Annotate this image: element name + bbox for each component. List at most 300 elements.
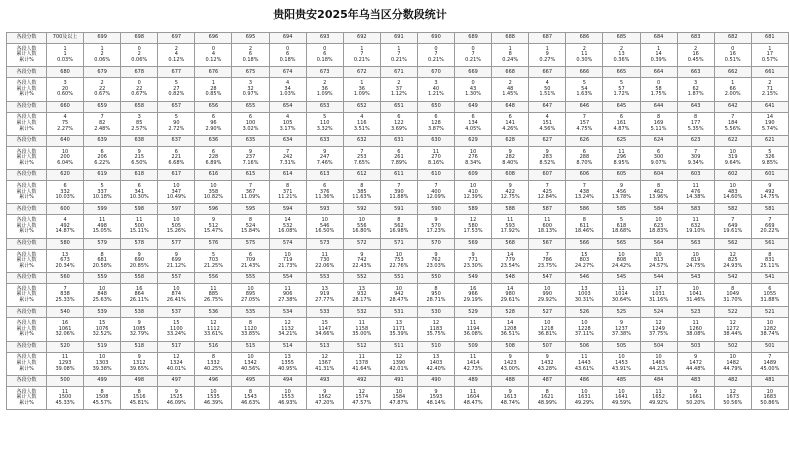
score-header-row — [7, 135, 789, 146]
percent-value: 0.12% — [168, 56, 185, 63]
stats-cell — [380, 386, 417, 409]
score-cell: 510 — [417, 341, 454, 352]
score-cell: 696 — [195, 33, 232, 44]
score-cell: 489 — [455, 375, 492, 386]
percent-value: 1.87% — [687, 91, 704, 98]
cumulative-value: 874 — [171, 291, 182, 298]
score-cell: 619 — [84, 170, 121, 181]
stats-cell — [158, 352, 195, 375]
percent-value: 13.96% — [649, 194, 669, 201]
stats-cell — [492, 181, 529, 204]
stats-cell — [232, 284, 269, 307]
count-value: 13 — [321, 285, 328, 292]
percent-value: 43.28% — [537, 365, 557, 372]
percent-value: 36.81% — [537, 331, 557, 338]
score-cell: 564 — [640, 238, 677, 249]
count-value: 0 — [137, 45, 141, 52]
stats-cell — [751, 112, 788, 135]
cumulative-value: 762 — [431, 257, 441, 264]
cumulative-value: 1194 — [466, 325, 480, 332]
percent-value: 48.99% — [537, 399, 557, 406]
score-row-label: 各段分数 — [7, 101, 47, 112]
cumulative-value: 1472 — [689, 360, 702, 367]
cumulative-value: 1293 — [58, 360, 72, 367]
score-cell: 692 — [343, 33, 380, 44]
count-value: 4 — [360, 114, 364, 121]
score-cell: 533 — [306, 307, 343, 318]
cumulative-value: 6 — [248, 51, 253, 58]
stats-cell — [158, 386, 195, 409]
count-value: 0 — [731, 45, 735, 52]
stats-cell — [529, 181, 566, 204]
percent-value: 8.95% — [613, 159, 630, 166]
percent-value: 0.21% — [353, 56, 370, 63]
percent-value: 15.26% — [166, 228, 186, 235]
count-value: 8 — [211, 354, 216, 361]
count-value: 5 — [100, 182, 104, 189]
percent-value: 26.75% — [203, 297, 223, 304]
count-value: 13 — [358, 285, 365, 292]
cumulative-value: 358 — [208, 188, 219, 195]
score-cell: 571 — [380, 238, 417, 249]
cumulative-value: 11 — [581, 51, 588, 58]
score-cell: 644 — [640, 101, 677, 112]
stats-cell — [417, 352, 454, 375]
count-value: 11 — [358, 354, 365, 361]
stats-cell — [640, 181, 677, 204]
percent-value: 44.21% — [649, 365, 669, 372]
pct-label: 累计% — [19, 399, 34, 406]
count-value: 6 — [434, 114, 438, 121]
stats-cell — [195, 386, 232, 409]
count-value: 8 — [248, 217, 253, 224]
stats-row-labels — [7, 215, 47, 238]
cumulative-value: 116 — [357, 119, 367, 126]
count-label: 各段人数 — [16, 80, 37, 87]
score-cell: 493 — [306, 375, 343, 386]
stats-cell — [343, 112, 380, 135]
percent-value: 0.24% — [502, 56, 519, 63]
stats-cell — [84, 386, 121, 409]
stats-cell — [84, 78, 121, 101]
percent-value: 45.81% — [129, 399, 149, 406]
cumulative-value: 422 — [505, 188, 515, 195]
stats-row-labels — [7, 249, 47, 272]
stats-cell — [380, 249, 417, 272]
stats-cell — [603, 318, 640, 341]
score-distribution-table-wrapper — [6, 32, 789, 410]
score-cell: 551 — [380, 273, 417, 284]
percent-value: 36.51% — [500, 331, 520, 338]
count-value: 3 — [137, 114, 141, 121]
percent-value: 37.38% — [611, 331, 631, 338]
stats-row — [7, 78, 789, 101]
score-cell: 600 — [47, 204, 84, 215]
score-cell: 504 — [640, 341, 677, 352]
percent-value: 3.51% — [353, 125, 370, 132]
score-cell: 563 — [677, 238, 714, 249]
score-cell: 485 — [603, 375, 640, 386]
score-cell: 614 — [269, 170, 306, 181]
stats-cell — [677, 181, 714, 204]
percent-value: 24.27% — [574, 262, 594, 269]
stats-cell — [47, 386, 84, 409]
count-value: 2 — [582, 45, 586, 52]
percent-value: 2.72% — [168, 125, 185, 132]
cum-label: 累计人数 — [16, 119, 37, 126]
stats-cell — [492, 352, 529, 375]
cumulative-value: 253 — [357, 154, 367, 161]
percent-value: 1.72% — [613, 91, 630, 98]
percent-value: 11.88% — [389, 194, 409, 201]
stats-cell — [677, 249, 714, 272]
count-value: 9 — [137, 354, 141, 361]
cumulative-value: 177 — [690, 119, 701, 126]
cumulative-value: 771 — [468, 257, 478, 264]
score-cell: 557 — [158, 273, 195, 284]
score-cell: 640 — [47, 135, 84, 146]
cumulative-value: 6 — [323, 51, 327, 58]
count-value: 12 — [210, 320, 217, 327]
count-value: 6 — [656, 148, 661, 155]
score-cell: 515 — [232, 341, 269, 352]
stats-cell — [343, 352, 380, 375]
count-value: 2 — [174, 45, 178, 52]
cumulative-value: 54 — [581, 85, 588, 92]
count-value: 6 — [768, 285, 772, 292]
cumulative-value: 34 — [284, 85, 291, 92]
stats-cell — [603, 215, 640, 238]
percent-value: 28.17% — [352, 297, 372, 304]
cumulative-value: 1003 — [577, 291, 591, 298]
score-cell: 521 — [751, 307, 788, 318]
score-row-label: 各段分数 — [7, 375, 47, 386]
score-cell: 549 — [455, 273, 492, 284]
count-value: 3 — [694, 80, 698, 87]
score-cell: 667 — [529, 67, 566, 78]
percent-value: 24.42% — [611, 262, 631, 269]
count-value: 0 — [656, 80, 661, 87]
score-cell: 648 — [492, 101, 529, 112]
count-value: 10 — [284, 251, 291, 258]
score-cell: 495 — [232, 375, 269, 386]
stats-cell — [195, 284, 232, 307]
count-value: 1 — [100, 45, 104, 52]
percent-value: 47.87% — [389, 399, 409, 406]
cumulative-value: 709 — [245, 257, 256, 264]
stats-row-labels — [7, 352, 47, 375]
cumulative-value: 1403 — [429, 360, 443, 367]
stats-cell — [343, 318, 380, 341]
score-row-label: 各段分数 — [7, 341, 47, 352]
count-value: 15 — [321, 320, 328, 327]
stats-cell — [195, 112, 232, 135]
count-value: 8 — [434, 285, 438, 292]
cumulative-value: 283 — [542, 154, 553, 161]
cumulative-value: 456 — [616, 188, 627, 195]
score-cell: 544 — [640, 273, 677, 284]
count-value: 10 — [618, 354, 625, 361]
cumulative-value: 1208 — [503, 325, 517, 332]
count-value: 6 — [137, 182, 141, 189]
stats-cell — [380, 215, 417, 238]
count-value: 9 — [211, 217, 216, 224]
percent-value: 49.59% — [611, 399, 631, 406]
percent-value: 0.27% — [539, 56, 556, 63]
stats-cell — [343, 78, 380, 101]
count-value: 10 — [581, 388, 588, 395]
count-value: 12 — [321, 354, 328, 361]
stats-cell — [677, 146, 714, 169]
stats-cell — [677, 284, 714, 307]
pct-label: 累计% — [19, 194, 34, 201]
cumulative-value: 58 — [655, 85, 662, 92]
cumulative-value: 864 — [134, 291, 144, 298]
score-cell: 556 — [195, 273, 232, 284]
stats-cell — [195, 146, 232, 169]
percent-value: 17.23% — [426, 228, 446, 235]
count-label: 各段人数 — [16, 285, 37, 292]
stats-cell — [677, 352, 714, 375]
cumulative-value: 1100 — [169, 325, 183, 332]
stats-cell — [566, 318, 603, 341]
score-cell: 547 — [529, 273, 566, 284]
stats-cell — [380, 318, 417, 341]
score-cell: 545 — [603, 273, 640, 284]
score-cell: 524 — [640, 307, 677, 318]
stats-cell — [751, 215, 788, 238]
stats-cell — [455, 386, 492, 409]
stats-cell — [529, 112, 566, 135]
cumulative-value: 813 — [653, 257, 664, 264]
percent-value: 11.36% — [315, 194, 335, 201]
stats-cell — [417, 249, 454, 272]
count-value: 2 — [100, 80, 104, 87]
stats-cell — [603, 78, 640, 101]
count-value: 8 — [731, 285, 735, 292]
percent-value: 2.00% — [724, 91, 741, 98]
percent-value: 33.24% — [166, 331, 186, 338]
stats-cell — [343, 44, 380, 67]
stats-cell — [380, 284, 417, 307]
percent-value: 42.01% — [389, 365, 409, 372]
stats-cell — [232, 318, 269, 341]
cumulative-value: 141 — [505, 119, 515, 126]
percent-value: 20.85% — [129, 262, 149, 269]
percent-value: 28.47% — [389, 297, 409, 304]
count-label: 各段人数 — [16, 148, 37, 155]
score-header-row — [7, 101, 789, 112]
percent-value: 1.75% — [650, 91, 667, 98]
cumulative-value: 1342 — [244, 360, 257, 367]
score-cell: 578 — [121, 238, 158, 249]
cumulative-value: 532 — [282, 222, 293, 229]
score-cell: 649 — [455, 101, 492, 112]
pct-label: 累计% — [19, 331, 34, 338]
score-cell: 632 — [343, 135, 380, 146]
count-value: 10 — [655, 354, 662, 361]
cumulative-value: 1272 — [726, 325, 740, 332]
cumulative-value: 500 — [134, 222, 144, 229]
score-cell: 509 — [455, 341, 492, 352]
cumulative-value: 32 — [247, 85, 254, 92]
stats-cell — [714, 181, 751, 204]
stats-cell — [529, 44, 566, 67]
percent-value: 35.75% — [426, 331, 446, 338]
count-value: 9 — [137, 148, 141, 155]
percent-value: 21.73% — [278, 262, 298, 269]
score-cell: 698 — [121, 33, 158, 44]
cum-label: 累计人数 — [16, 325, 37, 332]
cumulative-value: 556 — [357, 222, 367, 229]
score-cell: 519 — [84, 341, 121, 352]
count-value: 11 — [618, 285, 625, 292]
score-cell: 507 — [529, 341, 566, 352]
score-cell: 646 — [566, 101, 603, 112]
score-cell: 673 — [306, 67, 343, 78]
score-cell: 535 — [232, 307, 269, 318]
cumulative-value: 242 — [282, 154, 293, 161]
score-cell: 609 — [455, 170, 492, 181]
stats-cell — [195, 215, 232, 238]
stats-cell — [455, 352, 492, 375]
stats-cell — [677, 318, 714, 341]
count-value: 10 — [321, 217, 328, 224]
score-cell: 528 — [492, 307, 529, 318]
score-cell: 487 — [529, 375, 566, 386]
score-cell: 680 — [47, 67, 84, 78]
count-label: 各段人数 — [16, 320, 37, 327]
score-cell: 508 — [492, 341, 529, 352]
pct-label: 累计% — [19, 262, 34, 269]
score-cell: 517 — [158, 341, 195, 352]
stats-cell — [121, 146, 158, 169]
count-value: 7 — [286, 148, 290, 155]
score-cell: 686 — [566, 33, 603, 44]
cumulative-value: 1041 — [689, 291, 702, 298]
stats-cell — [158, 215, 195, 238]
percent-value: 1.51% — [539, 91, 556, 98]
percent-value: 4.26% — [502, 125, 519, 132]
count-value: 16 — [61, 320, 69, 327]
count-value: 10 — [284, 388, 291, 395]
stats-cell — [751, 352, 788, 375]
cumulative-value: 1574 — [355, 394, 369, 401]
score-cell: 541 — [751, 273, 788, 284]
cum-label: 累计人数 — [16, 257, 37, 264]
stats-cell — [566, 44, 603, 67]
cumulative-value: 719 — [282, 257, 293, 264]
cumulative-value: 261 — [394, 154, 404, 161]
score-cell: 580 — [47, 238, 84, 249]
count-value: 1 — [63, 45, 67, 52]
count-value: 12 — [729, 251, 736, 258]
cumulative-value: 43 — [469, 85, 477, 92]
percent-value: 37.11% — [574, 331, 594, 338]
stats-cell — [640, 318, 677, 341]
stats-cell — [603, 386, 640, 409]
stats-row-labels — [7, 146, 47, 169]
cumulative-value: 632 — [690, 222, 701, 229]
cumulative-value: 1621 — [540, 394, 554, 401]
count-value: 11 — [98, 217, 106, 224]
percent-value: 10.18% — [92, 194, 112, 201]
score-cell: 636 — [195, 135, 232, 146]
percent-value: 1.30% — [465, 91, 482, 98]
percent-value: 10.49% — [166, 194, 186, 201]
score-cell: 642 — [714, 101, 751, 112]
stats-cell — [269, 146, 306, 169]
percent-value: 22.06% — [315, 262, 335, 269]
count-value: 9 — [434, 251, 438, 258]
count-value: 7 — [768, 354, 772, 361]
score-cell: 577 — [158, 238, 195, 249]
count-value: 7 — [582, 114, 586, 121]
stats-cell — [640, 352, 677, 375]
percent-value: 22.76% — [389, 262, 409, 269]
stats-cell — [306, 386, 343, 409]
percent-value: 26.11% — [129, 297, 149, 304]
count-value: 1 — [360, 80, 364, 87]
score-cell: 683 — [677, 33, 714, 44]
cumulative-value: 906 — [282, 291, 293, 298]
cumulative-value: 1303 — [95, 360, 109, 367]
cumulative-value: 966 — [468, 291, 478, 298]
count-value: 11 — [581, 354, 588, 361]
count-value: 0 — [286, 45, 290, 52]
score-cell: 555 — [232, 273, 269, 284]
percent-value: 23.30% — [463, 262, 483, 269]
cumulative-value: 1661 — [689, 394, 702, 401]
cumulative-value: 371 — [282, 188, 293, 195]
stats-cell — [529, 318, 566, 341]
stats-cell — [677, 215, 714, 238]
stats-cell — [232, 352, 269, 375]
score-cell: 695 — [232, 33, 269, 44]
stats-cell — [455, 146, 492, 169]
count-value: 6 — [582, 148, 586, 155]
count-value: 4 — [63, 114, 67, 121]
percent-value: 0.39% — [650, 56, 667, 63]
count-label: 各段人数 — [16, 217, 37, 224]
percent-value: 3.87% — [428, 125, 444, 132]
score-cell: 676 — [195, 67, 232, 78]
percent-value: 43.61% — [574, 365, 594, 372]
cumulative-value: 673 — [60, 257, 70, 264]
cumulative-value: 703 — [208, 257, 219, 264]
count-value: 2 — [619, 45, 624, 52]
count-value: 1 — [360, 45, 364, 52]
stats-cell — [306, 181, 343, 204]
score-cell: 538 — [121, 307, 158, 318]
count-value: 2 — [323, 80, 327, 87]
cumulative-value: 819 — [690, 257, 701, 264]
cumulative-value: 16 — [692, 51, 699, 58]
count-value: 10 — [544, 285, 551, 292]
stats-cell — [417, 146, 454, 169]
cumulative-value: 134 — [468, 119, 478, 126]
stats-cell — [343, 284, 380, 307]
score-cell: 700及以上 — [47, 33, 84, 44]
count-value: 9 — [694, 354, 698, 361]
stats-cell — [158, 78, 195, 101]
count-value: 2 — [248, 45, 253, 52]
percent-value: 10.82% — [203, 194, 223, 201]
cumulative-value: 831 — [765, 257, 775, 264]
cumulative-value: 22 — [136, 85, 143, 92]
percent-value: 1.21% — [428, 91, 444, 98]
score-cell: 604 — [640, 170, 677, 181]
